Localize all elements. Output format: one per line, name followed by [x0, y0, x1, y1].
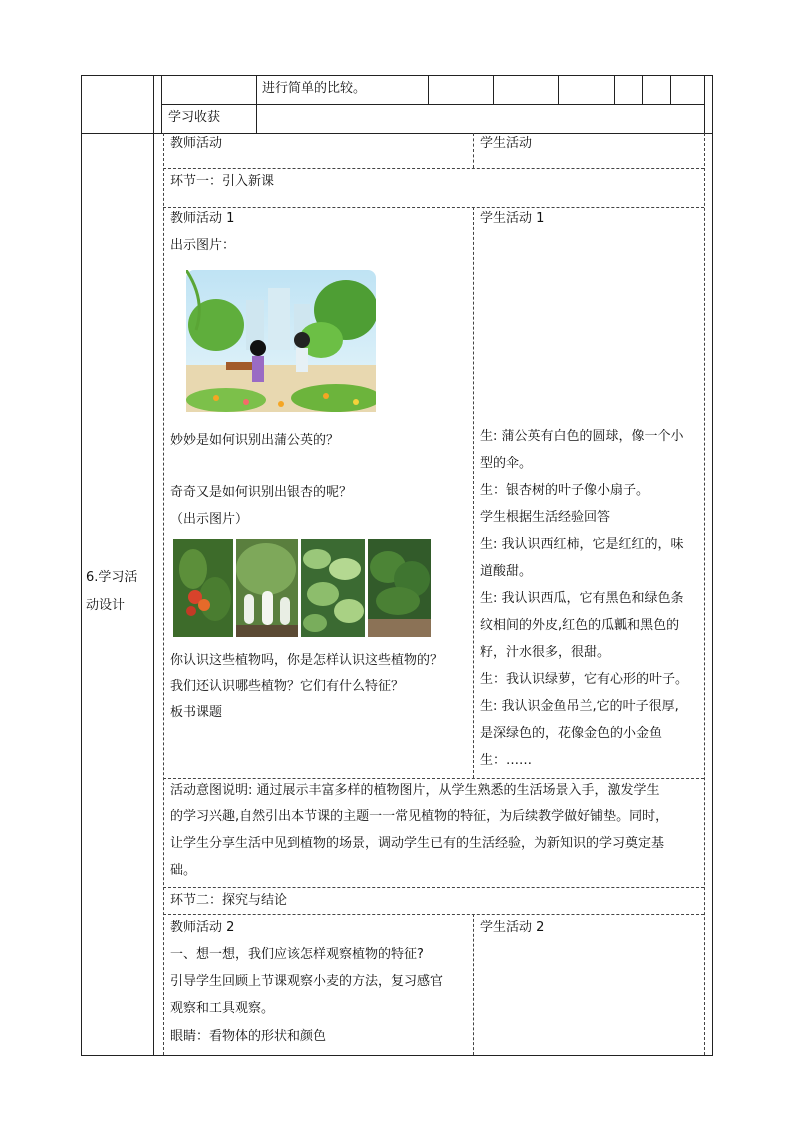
table-col-border: [153, 75, 154, 1055]
intent-line: 础。: [170, 863, 197, 878]
question-dandelion: 妙妙是如何识别出蒲公英的？: [170, 433, 340, 448]
teacher-activity-2-label: 教师活动 2: [170, 920, 235, 935]
table-top-border: [81, 75, 713, 76]
stage2-title: 环节二：探究与结论: [170, 893, 288, 908]
stage1-title: 环节一：引入新课: [170, 174, 275, 189]
comparison-text: 进行简单的比较。: [262, 81, 367, 96]
grid-col: [642, 75, 643, 104]
stage2-line: 引导学生回顾上节课观察小麦的方法，复习感官: [170, 974, 444, 989]
dashed-mid: [473, 133, 474, 168]
grid-col: [428, 75, 429, 104]
intent-line: 的学习兴趣,自然引出本节课的主题一一常见植物的特征，为后续教学做好铺垫。同时，: [170, 809, 669, 824]
student-line: 生：……: [480, 753, 533, 768]
student-line: 生: 我认识西瓜，它有黑色和绿色条: [480, 591, 684, 606]
student-line: 道酸甜。: [480, 564, 533, 579]
tomato-photo: [173, 539, 233, 637]
student-activity-1-label: 学生活动 1: [480, 211, 545, 226]
student-activity-2-label: 学生活动 2: [480, 920, 545, 935]
grid-col: [670, 75, 671, 104]
board-title-text: 板书课题: [170, 705, 223, 720]
leafy-plant-photo: [301, 539, 365, 637]
question-ginkgo: 奇奇又是如何识别出银杏的呢？: [170, 485, 353, 500]
inner-border-right: [704, 75, 705, 133]
student-line: 生：银杏树的叶子像小扇子。: [480, 483, 650, 498]
student-line: 纹相间的外皮,红色的瓜瓤和黑色的: [480, 618, 680, 633]
stage2-line: 观察和工具观察。: [170, 1001, 275, 1016]
dashed-row: [163, 914, 704, 915]
intent-line: 让学生分享生活中见到植物的场景，调动学生已有的生活经验，为新知识的学习奠定基: [170, 836, 665, 851]
student-activity-header: 学生活动: [480, 136, 533, 151]
student-line: 型的伞。: [480, 456, 533, 471]
stage2-line: 眼睛：看物体的形状和颜色: [170, 1029, 327, 1044]
question-recognize-plants: 你认识这些植物吗，你是怎样认识这些植物的？: [170, 653, 444, 668]
student-line: 生: 我认识西红柿，它是红红的，味: [480, 537, 684, 552]
table-right-border: [712, 75, 713, 1055]
park-illustration: [186, 270, 376, 412]
student-line: 生: 蒲公英有白色的圆球，像一个小: [480, 429, 684, 444]
teacher-activity-1-label: 教师活动 1: [170, 211, 235, 226]
section-label: 6.学习活动设计: [86, 570, 138, 613]
inner-row-divider: [161, 104, 704, 105]
radish-photo: [236, 539, 298, 637]
grid-col: [493, 75, 494, 104]
student-line: 籽，汁水很多，很甜。: [480, 645, 611, 660]
dashed-mid: [473, 207, 474, 778]
student-line: 生：我认识绿萝，它有心形的叶子。: [480, 672, 689, 687]
grid-col: [558, 75, 559, 104]
inner-col-divider: [256, 75, 257, 133]
intent-line: 活动意图说明: 通过展示丰富多样的植物图片，从学生熟悉的生活场景入手，激发学生: [170, 783, 660, 798]
dashed-right: [704, 133, 705, 1055]
teacher-activity-header: 教师活动: [170, 136, 223, 151]
dashed-mid: [473, 914, 474, 1055]
stage2-line: 一、想一想，我们应该怎样观察植物的特征?: [170, 947, 424, 962]
grid-col: [614, 75, 615, 104]
show-image-text-2: （出示图片）: [170, 512, 249, 527]
learning-gain-label: 学习收获: [168, 110, 221, 125]
student-line: 学生根据生活经验回答: [480, 510, 611, 525]
student-line: 生: 我认识金鱼吊兰,它的叶子很厚,: [480, 699, 679, 714]
table-bottom-border: [81, 1055, 713, 1056]
student-line: 是深绿色的，花像金色的小金鱼: [480, 726, 663, 741]
show-image-text: 出示图片：: [170, 238, 236, 253]
question-other-plants: 我们还认识哪些植物？它们有什么特征？: [170, 679, 405, 694]
table-left-border: [81, 75, 82, 1055]
dashed-left: [163, 133, 164, 1055]
pepper-plant-photo: [368, 539, 431, 637]
dashed-row: [163, 207, 704, 208]
